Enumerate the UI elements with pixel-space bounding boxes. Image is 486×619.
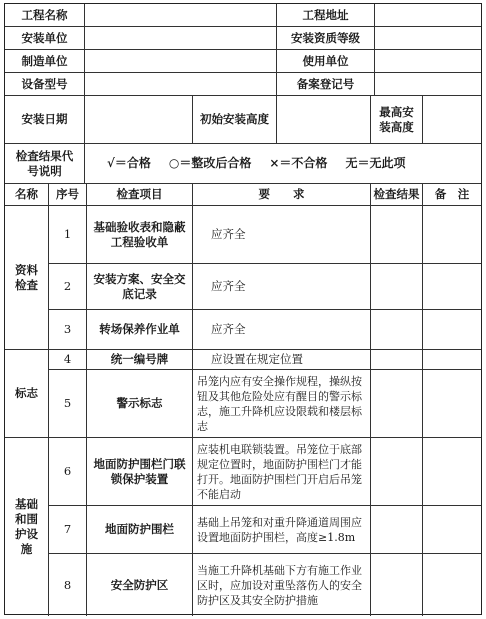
max-height-label: 最高安装高度 — [371, 96, 423, 144]
row1-req: 应齐全 — [193, 206, 371, 264]
equipment-model-value[interactable] — [85, 73, 277, 96]
install-date-value[interactable] — [85, 96, 193, 144]
user-unit-value[interactable] — [375, 50, 481, 73]
col-result: 检查结果 — [371, 184, 423, 206]
install-unit-label: 安装单位 — [5, 27, 85, 50]
col-remark: 备 注 — [423, 184, 481, 206]
row3-req: 应齐全 — [193, 310, 371, 350]
row8-seq: 8 — [49, 554, 87, 616]
record-no-value[interactable] — [375, 73, 481, 96]
row7-result[interactable] — [371, 506, 423, 554]
legend-fail: ×＝不合格 — [269, 156, 328, 170]
row3-remark[interactable] — [423, 310, 481, 350]
project-name-label: 工程名称 — [5, 4, 85, 27]
row2-result[interactable] — [371, 264, 423, 310]
initial-height-label: 初始安装高度 — [193, 96, 277, 144]
row1-result[interactable] — [371, 206, 423, 264]
row4-item: 统一编号牌 — [87, 350, 193, 370]
row1-remark[interactable] — [423, 206, 481, 264]
row4-result[interactable] — [371, 350, 423, 370]
row7-item: 地面防护围栏 — [87, 506, 193, 554]
row7-seq: 7 — [49, 506, 87, 554]
row1-item: 基础验收表和隐蔽工程验收单 — [87, 206, 193, 264]
row5-result[interactable] — [371, 370, 423, 438]
row6-remark[interactable] — [423, 438, 481, 506]
legend-ok: √＝合格 — [107, 156, 151, 170]
row5-item: 警示标志 — [87, 370, 193, 438]
manufacturer-value[interactable] — [85, 50, 277, 73]
row1-seq: 1 — [49, 206, 87, 264]
col-item: 检查项目 — [87, 184, 193, 206]
install-unit-value[interactable] — [85, 27, 277, 50]
row4-remark[interactable] — [423, 350, 481, 370]
row8-remark[interactable] — [423, 554, 481, 616]
initial-height-value[interactable] — [277, 96, 371, 144]
legend — [85, 144, 481, 184]
row3-result[interactable] — [371, 310, 423, 350]
install-date-label: 安装日期 — [5, 96, 85, 144]
max-height-value[interactable] — [423, 96, 481, 144]
equipment-model-label: 设备型号 — [5, 73, 85, 96]
legend-title: 检查结果代号说明 — [5, 144, 85, 184]
row8-item: 安全防护区 — [87, 554, 193, 616]
row8-req: 当施工升降机基础下方有施工作业区时，应加设对重坠落伤人的安全防护区及其安全防护措施 — [193, 554, 371, 616]
row2-req: 应齐全 — [193, 264, 371, 310]
project-name-value[interactable] — [85, 4, 277, 27]
row5-req: 吊笼内应有安全操作规程，操纵按钮及其他危险处应有醒目的警示标志，施工升降机应设限载和楼层标志 — [193, 370, 371, 438]
install-qual-label: 安装资质等级 — [277, 27, 375, 50]
group-docs: 资料检查 — [5, 206, 49, 350]
row5-seq: 5 — [49, 370, 87, 438]
row6-req: 应装机电联锁装置。吊笼位于底部规定位置时，地面防护围栏门才能打开。地面防护围栏门开启后吊笼不能启动 — [193, 438, 371, 506]
group-foundation: 基础和围护设施 — [5, 438, 49, 616]
user-unit-label: 使用单位 — [277, 50, 375, 73]
manufacturer-label: 制造单位 — [5, 50, 85, 73]
row6-seq: 6 — [49, 438, 87, 506]
col-seq: 序号 — [49, 184, 87, 206]
col-requirement: 要 求 — [193, 184, 371, 206]
row7-remark[interactable] — [423, 506, 481, 554]
row7-req: 基础上吊笼和对重升降通道周围应设置地面防护围栏，高度≥1.8m — [193, 506, 371, 554]
row3-item: 转场保养作业单 — [87, 310, 193, 350]
row2-seq: 2 — [49, 264, 87, 310]
row4-seq: 4 — [49, 350, 87, 370]
project-address-value[interactable] — [375, 4, 481, 27]
inspection-form — [4, 3, 482, 615]
row3-seq: 3 — [49, 310, 87, 350]
row8-result[interactable] — [371, 554, 423, 616]
record-no-label: 备案登记号 — [277, 73, 375, 96]
col-name: 名称 — [5, 184, 49, 206]
row4-req: 应设置在规定位置 — [193, 350, 371, 370]
row6-item: 地面防护围栏门联锁保护装置 — [87, 438, 193, 506]
row2-item: 安装方案、安全交底记录 — [87, 264, 193, 310]
group-signs: 标志 — [5, 350, 49, 438]
install-qual-value[interactable] — [375, 27, 481, 50]
legend-na: 无＝无此项 — [345, 156, 406, 170]
row6-result[interactable] — [371, 438, 423, 506]
row5-remark[interactable] — [423, 370, 481, 438]
project-address-label: 工程地址 — [277, 4, 375, 27]
legend-fixed: ○＝整改后合格 — [168, 156, 252, 170]
row2-remark[interactable] — [423, 264, 481, 310]
